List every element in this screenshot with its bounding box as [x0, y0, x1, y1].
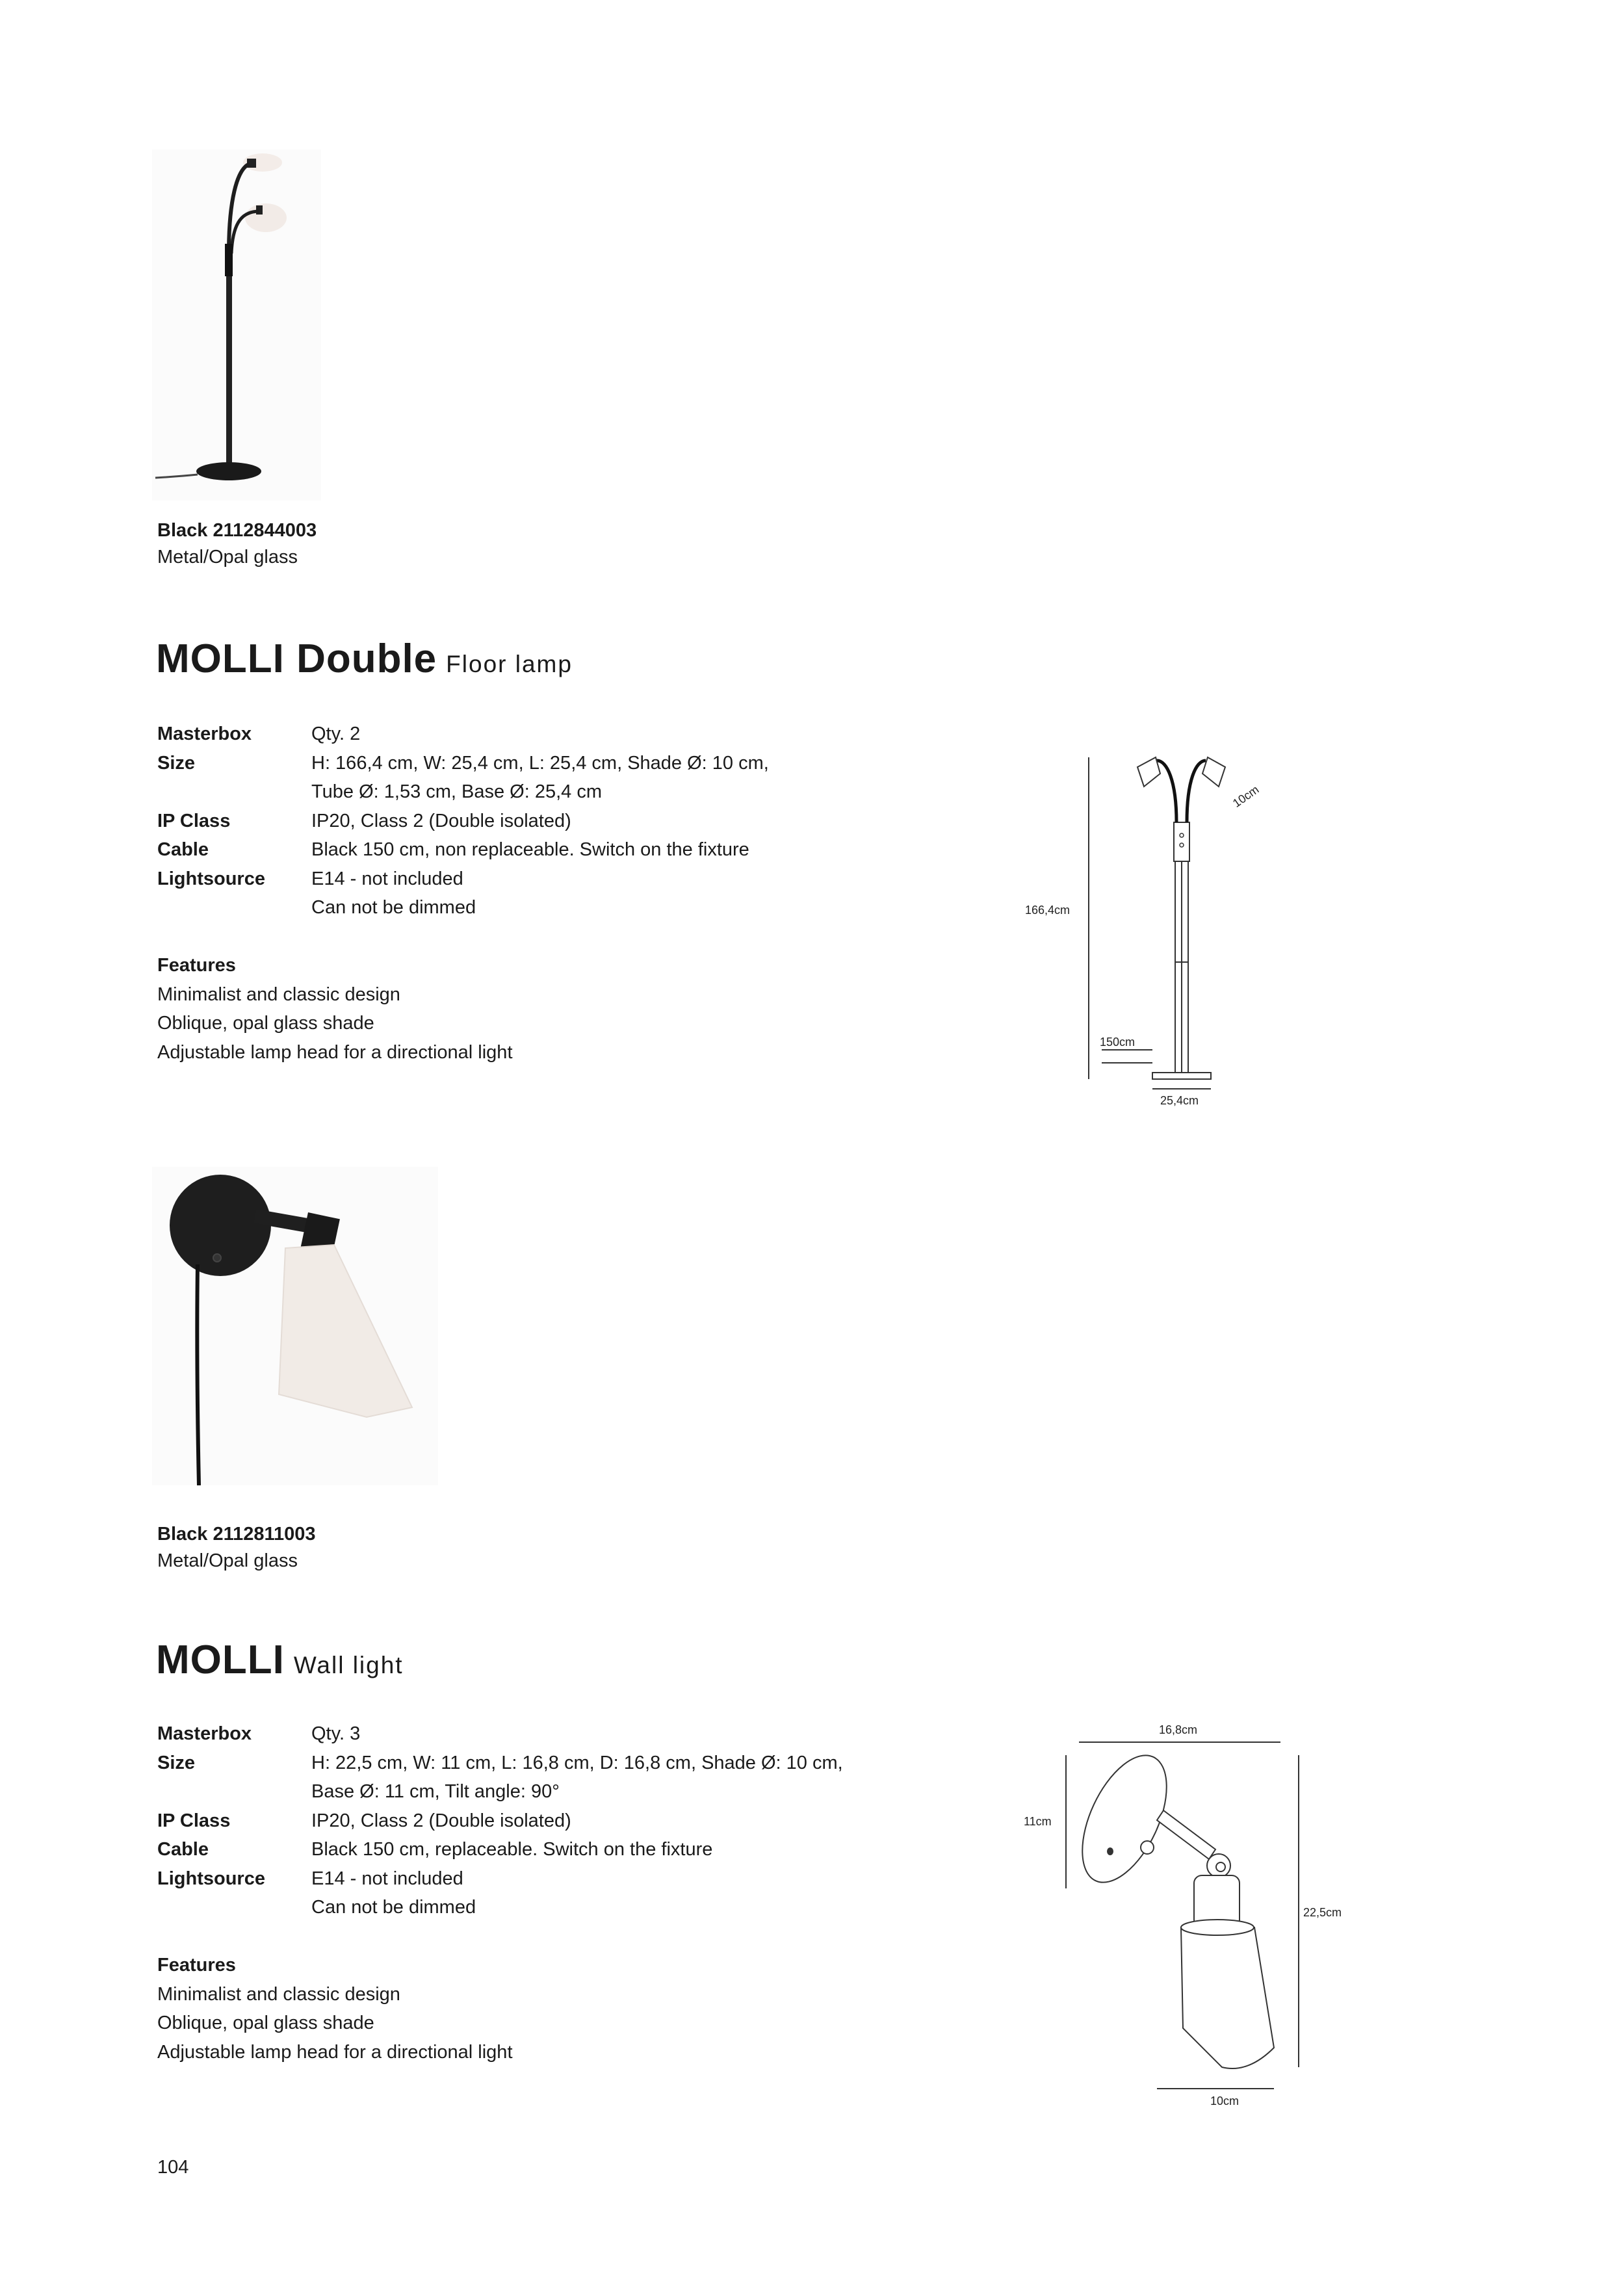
product-type: Wall light: [293, 1652, 404, 1678]
spec-label: Cable: [157, 839, 209, 860]
spec-value: E14 - not included: [311, 868, 463, 889]
product-name: MOLLI: [156, 1637, 285, 1682]
feature-item: Adjustable lamp head for a directional light: [157, 2041, 513, 2063]
spec-label: Lightsource: [157, 1868, 265, 1889]
product-title-floor: [156, 636, 573, 682]
spec-row-size: [157, 749, 769, 807]
spec-row-cable: [157, 835, 769, 865]
dimension-length-label: 16,8cm: [1159, 1723, 1198, 1736]
spec-label: Cable: [157, 1839, 209, 1860]
spec-value: H: 22,5 cm, W: 11 cm, L: 16,8 cm, D: 16,8 cm, Shade Ø: 10 cm,: [311, 1752, 843, 1773]
spec-label: Size: [157, 752, 196, 774]
spec-label: Masterbox: [157, 724, 252, 744]
dimension-base-label: 11cm: [1024, 1815, 1052, 1828]
feature-item: Oblique, opal glass shade: [157, 1013, 374, 1034]
wall-light-photo: [152, 1167, 438, 1485]
spec-value: Qty. 2: [311, 724, 361, 744]
dimension-shade-label: 10cm: [1210, 2094, 1240, 2107]
spec-label: IP Class: [157, 1810, 231, 1831]
spec-value: Black 150 cm, replaceable. Switch on the fixture: [311, 1839, 713, 1860]
spec-value: E14 - not included: [311, 1868, 463, 1889]
variant-info-wall: [157, 1521, 316, 1574]
feature-item: Minimalist and classic design: [157, 984, 400, 1005]
spec-label: Size: [157, 1752, 196, 1773]
spec-row-ip-class: [157, 807, 769, 836]
dimension-cable-label: 150cm: [1100, 1036, 1136, 1049]
spec-value: Qty. 3: [311, 1723, 361, 1744]
spec-table-floor: [157, 720, 769, 922]
product-title-wall: [156, 1637, 404, 1683]
spec-value: IP20, Class 2 (Double isolated): [311, 810, 571, 831]
spec-row-masterbox: [157, 720, 769, 749]
page-number: 104: [157, 2157, 189, 2178]
spec-row-size: [157, 1749, 843, 1807]
feature-item: Adjustable lamp head for a directional light: [157, 1041, 513, 1063]
dimension-height-label: 22,5cm: [1303, 1906, 1342, 1919]
spec-value: H: 166,4 cm, W: 25,4 cm, L: 25,4 cm, Shade Ø: 10 cm,: [311, 752, 769, 774]
features-heading: Features: [157, 955, 236, 976]
spec-label: Lightsource: [157, 868, 265, 889]
floor-lamp-photo: [152, 150, 321, 501]
spec-row-masterbox: [157, 1719, 843, 1749]
spec-row-lightsource: [157, 865, 769, 922]
spec-value: Black 150 cm, non replaceable. Switch on the fixture: [311, 839, 749, 860]
variant-color-code: Black 2112844003: [157, 520, 317, 541]
spec-label: IP Class: [157, 810, 231, 831]
spec-label: Masterbox: [157, 1723, 252, 1744]
features-floor: [157, 951, 513, 1067]
spec-value: Can not be dimmed: [311, 897, 476, 918]
product-name: MOLLI Double: [156, 636, 437, 681]
floor-lamp-dimension-drawing: [1085, 741, 1300, 1112]
spec-value: Base Ø: 11 cm, Tilt angle: 90°: [311, 1781, 560, 1802]
spec-table-wall: [157, 1719, 843, 1922]
wall-light-dimension-drawing: [1059, 1729, 1306, 2106]
spec-value: Tube Ø: 1,53 cm, Base Ø: 25,4 cm: [311, 781, 603, 802]
variant-material: Metal/Opal glass: [157, 1550, 298, 1571]
variant-info-floor: [157, 517, 317, 571]
spec-value: Can not be dimmed: [311, 1897, 476, 1918]
features-wall: [157, 1951, 513, 2067]
spec-row-lightsource: [157, 1864, 843, 1922]
features-heading: Features: [157, 1955, 236, 1976]
dimension-height-label: 166,4cm: [1025, 904, 1071, 917]
feature-item: Minimalist and classic design: [157, 1983, 400, 2005]
variant-color-code: Black 2112811003: [157, 1524, 316, 1545]
variant-material: Metal/Opal glass: [157, 547, 298, 567]
dimension-base-label: 25,4cm: [1160, 1094, 1199, 1107]
spec-row-cable: [157, 1835, 843, 1864]
dimension-shade-label: 10cm: [1230, 783, 1262, 810]
spec-value: IP20, Class 2 (Double isolated): [311, 1810, 571, 1831]
feature-item: Oblique, opal glass shade: [157, 2013, 374, 2033]
product-type: Floor lamp: [446, 651, 573, 677]
spec-row-ip-class: [157, 1807, 843, 1836]
